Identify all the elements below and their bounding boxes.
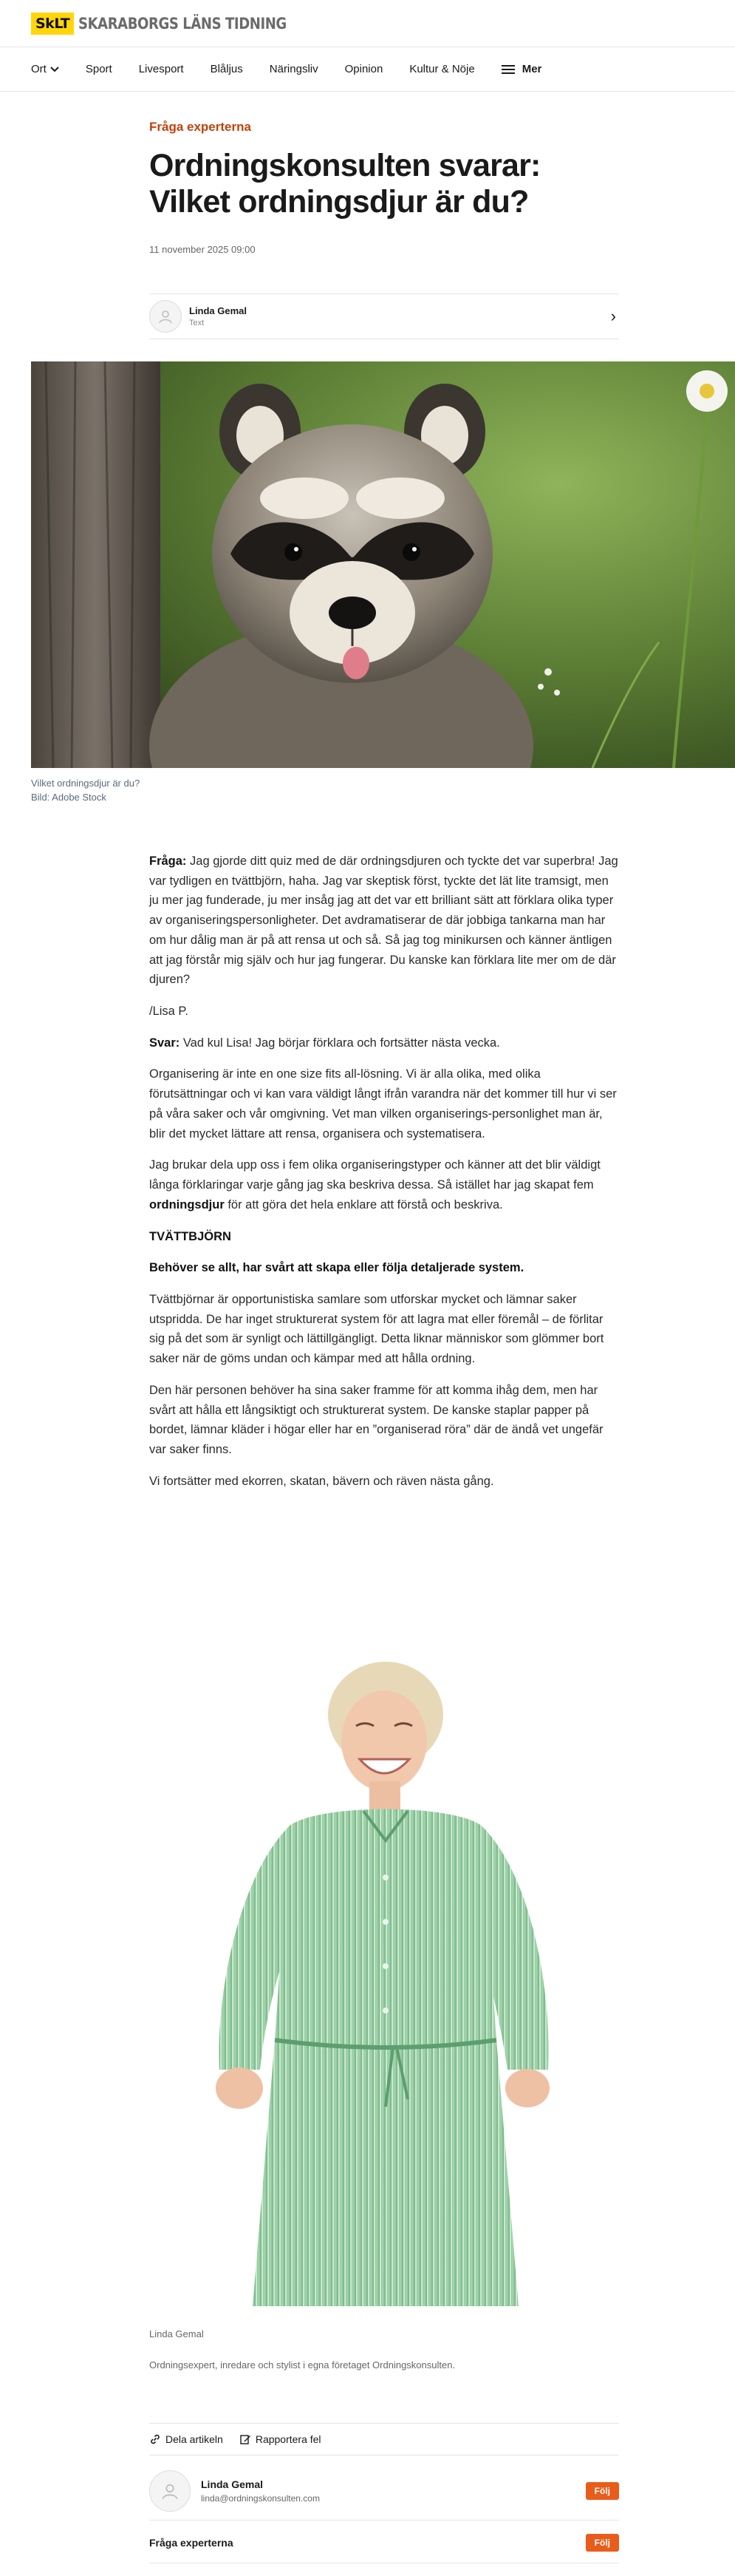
logo-mark: SkLT [31, 13, 74, 35]
link-icon [149, 2433, 161, 2445]
follow-author-button[interactable]: Följ [586, 2482, 619, 2500]
question-text: Jag gjorde ditt quiz med de där ordningsdjuren och tyckte det var superbra! Jag var tydligen en tvättbjörn, haha. Jag var skeptisk först, tyckte det lät lite tramsigt, men ju mer jag funderade, ju mer insåg jag att det var ett brilliant sätt att förklara olika typer av organiseringspersonligheter. Det avdramatiserar de där jobbiga tankarna man har om hur dålig man är på att rensa ut och så. Så jag tog minikursen och känner äntligen att jag förstår mig själv och hur jag fungerar. Du kanske kan förklara lite mer om de där djuren? [149, 854, 618, 987]
paragraph-bold: ordningsdjur [149, 1197, 225, 1211]
article-headline: Ordningskonsulten svarar: Vilket ordningsdjur är du? [149, 148, 541, 220]
share-label: Dela artikeln [165, 2433, 223, 2445]
answer-paragraph [149, 1033, 619, 1053]
nav-item-livesport[interactable]: Livesport [138, 63, 184, 75]
nav-item-kultur[interactable]: Kultur & Nöje [409, 63, 475, 75]
topic-name[interactable]: Fråga experterna [149, 2536, 233, 2549]
answer-text: Vad kul Lisa! Jag börjar förklara och fortsätter nästa vecka. [180, 1036, 500, 1050]
article-body [149, 852, 619, 1503]
site-header [0, 0, 735, 47]
nav-item-label: Ort [31, 63, 47, 75]
question-label: Fråga: [149, 854, 187, 868]
answer-label: Svar: [149, 1036, 180, 1050]
person-icon [157, 308, 174, 324]
person-icon [160, 2481, 180, 2501]
site-logo[interactable] [31, 13, 321, 35]
paragraph-text: för att göra det hela enklare att förstå och beskriva. [224, 1197, 503, 1211]
report-error-button[interactable] [239, 2433, 321, 2445]
article-date: 11 november 2025 09:00 [149, 244, 256, 255]
author-card [149, 2461, 619, 2521]
logo-text: SKARABORGS LÄNS TIDNING [78, 14, 287, 33]
section-title: TVÄTTBJÖRN [149, 1229, 231, 1243]
nav-more-button[interactable] [502, 63, 542, 76]
hero-image [31, 361, 735, 768]
article-kicker[interactable]: Fråga experterna [149, 120, 251, 134]
hamburger-icon [502, 63, 515, 76]
edit-icon [239, 2433, 251, 2445]
body-paragraph [149, 1155, 619, 1214]
nav-more-label: Mer [522, 63, 542, 75]
nav-item-opinion[interactable]: Opinion [344, 63, 383, 75]
author-email[interactable]: linda@ordningskonsulten.com [201, 2492, 320, 2504]
author-avatar[interactable] [149, 2470, 191, 2512]
figure-caption-name: Linda Gemal [149, 2328, 204, 2339]
nav-item-ort[interactable] [31, 63, 59, 75]
signature: /Lisa P. [149, 1005, 188, 1019]
raccoon-illustration [31, 361, 735, 768]
author-name[interactable]: Linda Gemal [201, 2478, 264, 2490]
byline-name: Linda Gemal [189, 305, 247, 316]
section-lead: Behöver se allt, har svårt att skapa eller följa detaljerade system. [149, 1261, 524, 1275]
nav-item-sport[interactable]: Sport [85, 63, 112, 75]
share-row [149, 2423, 619, 2456]
author-illustration [149, 1656, 619, 2321]
author-photo [149, 1656, 619, 2321]
hero-caption [31, 777, 140, 805]
figure-caption-bio: Ordningsexpert, inredare och stylist i egna företaget Ordningskonsulten. [149, 2359, 456, 2371]
question-paragraph [149, 852, 619, 990]
body-paragraph: Organisering är inte en one size fits all-lösning. Vi är alla olika, med olika förutsättningar och vi kan vara väldigt långt ifrån varandra när det kommer till hur vi ser på våra saker och vår omgivning. Vet man vilken organiserings-personlighet man är, blir det mycket lättare att rensa, organisera och systematisera. [149, 1067, 617, 1141]
follow-topic-button[interactable]: Följ [586, 2534, 619, 2552]
chevron-down-icon [50, 67, 59, 72]
nav-item-naringsliv[interactable]: Näringsliv [269, 63, 318, 75]
topic-card [149, 2522, 619, 2563]
main-nav [0, 47, 735, 92]
report-label: Rapportera fel [255, 2433, 321, 2445]
paragraph-text: Jag brukar dela upp oss i fem olika organiseringstyper och känner att det blir väldigt långa förklaringar varje gång jag ska beskriva dessa. Så istället har jag skapat fem [149, 1158, 601, 1192]
byline-role: Text [189, 319, 205, 327]
body-paragraph: Tvättbjörnar är opportunistiska samlare som utforskar mycket och lämnar saker utspridda. De har inget strukturerat system för att lagra mat eller föremål – de förlitar sig på det som är synligt och lättillgängligt. Detta liknar människor som glömmer bort saker när de göms undan och kämpar med att hålla ordning. [149, 1292, 604, 1366]
byline[interactable] [149, 293, 619, 339]
chevron-right-icon: › [610, 307, 616, 325]
share-article-button[interactable] [149, 2433, 223, 2445]
nav-item-blaljus[interactable]: Blåljus [210, 63, 243, 75]
hero-caption-text: Vilket ordningsdjur är du? [31, 778, 140, 789]
body-paragraph: Vi fortsätter med ekorren, skatan, bävern och räven nästa gång. [149, 1474, 494, 1488]
avatar [149, 300, 182, 333]
body-paragraph: Den här personen behöver ha sina saker framme för att komma ihåg dem, men har svårt att hålla ett långsiktigt och strukturerat system. De kanske staplar papper på bordet, lämnar kläder i högar eller har en ”organiserad röra” där de ändå vet ungefär var saker finns. [149, 1383, 604, 1456]
hero-credit: Bild: Adobe Stock [31, 791, 106, 803]
